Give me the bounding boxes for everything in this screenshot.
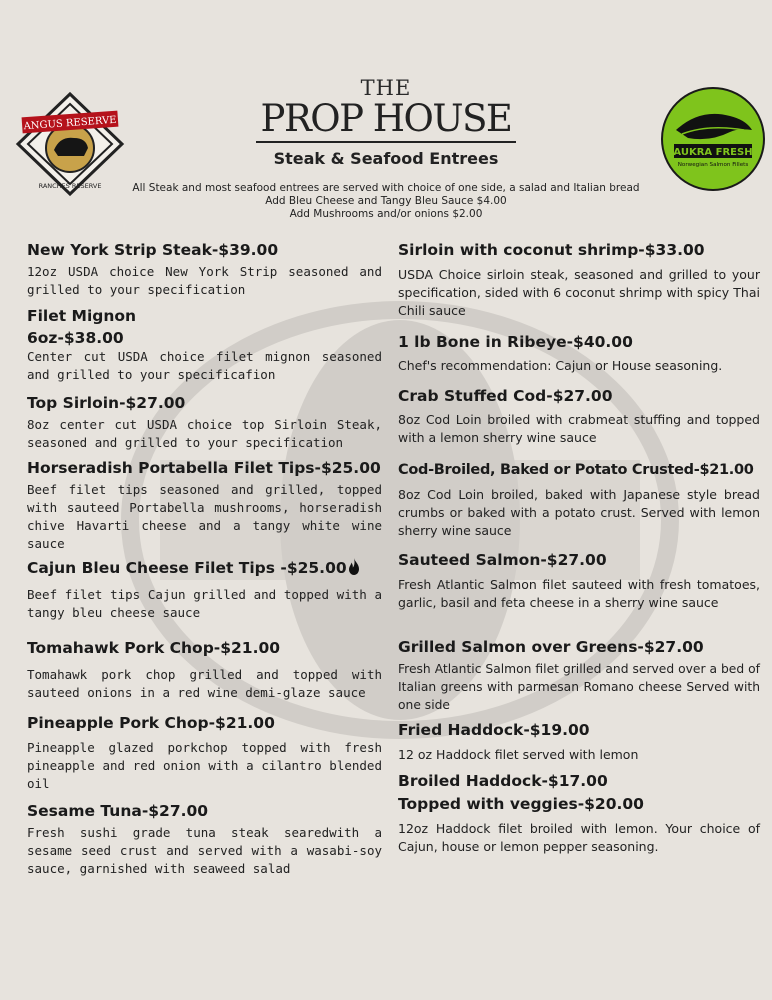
- item-description: Chef's recommendation: Cajun or House seasoning.: [398, 358, 723, 373]
- menu-item-sesame-tuna: [27, 801, 382, 878]
- menu-item-pineapple-pork-chop: [27, 713, 382, 793]
- entree-notes: [0, 182, 772, 221]
- item-title: Sauteed Salmon-$27.00: [398, 551, 607, 569]
- menu-item-new-york-strip: [27, 240, 382, 299]
- item-title: Cod-Broiled, Baked or Potato Crusted-$21.00: [398, 462, 754, 478]
- restaurant-name: PROP HOUSE: [260, 97, 512, 140]
- item-description: 12oz USDA choice New York Strip seasoned and grilled to your specification: [27, 264, 382, 297]
- item-title: Top Sirloin-$27.00: [27, 394, 186, 412]
- item-description: Fresh sushi grade tuna steak searedwith a sesame seed crust and served with a wasabi-soy sauce, garnished with seaweed salad: [27, 825, 382, 876]
- menu-subtitle: Steak & Seafood Entrees: [273, 149, 499, 168]
- item-description: Fresh Atlantic Salmon filet grilled and served over a bed of Italian greens with parmesan Romano cheese Served with one side: [398, 662, 760, 712]
- item-description: Beef filet tips seasoned and grilled, topped with sauteed Portabella mushrooms, horseradish chive Havarti cheese and a tangy white wine sauce: [27, 482, 382, 551]
- menu-item-tomahawk-pork-chop: [27, 638, 382, 702]
- item-title: Broiled Haddock-$17.00: [398, 772, 608, 790]
- menu-item-cajun-bleu-filet-tips: [27, 558, 382, 622]
- menu-item-grilled-salmon-greens: [398, 637, 760, 714]
- menu-item-filet-mignon: [27, 306, 382, 384]
- menu-item-top-sirloin: [27, 393, 382, 452]
- menu-header: [0, 78, 772, 168]
- menu-item-broiled-haddock: [398, 771, 760, 856]
- item-title: Fried Haddock-$19.00: [398, 721, 590, 739]
- header-the: THE: [360, 76, 412, 100]
- note-sides: All Steak and most seafood entrees are served with choice of one side, a salad and Italian bread: [132, 182, 640, 194]
- item-description: 8oz center cut USDA choice top Sirloin Steak, seasoned and grilled to your specification: [27, 417, 382, 450]
- note-bleu-cheese: Add Bleu Cheese and Tangy Bleu Sauce $4.00: [265, 195, 507, 207]
- item-title: New York Strip Steak-$39.00: [27, 241, 279, 259]
- header-divider: [256, 141, 516, 143]
- item-description: 8oz Cod Loin broiled with crabmeat stuffing and topped with a lemon sherry wine sauce: [398, 412, 760, 445]
- item-price-line: Topped with veggies-$20.00: [398, 795, 644, 813]
- menu-item-cod-broiled-baked: [398, 460, 760, 540]
- item-description: Beef filet tips Cajun grilled and topped with a tangy bleu cheese sauce: [27, 587, 382, 620]
- item-title: Cajun Bleu Cheese Filet Tips -$25.00: [27, 559, 347, 577]
- item-description: Pineapple glazed porkchop topped with fresh pineapple and red onion with a cilantro blended oil: [27, 740, 382, 791]
- item-title: Tomahawk Pork Chop-$21.00: [27, 639, 281, 657]
- aukra-name: AUKRA FRESH: [673, 147, 753, 158]
- item-title: Sesame Tuna-$27.00: [27, 802, 209, 820]
- item-title: Crab Stuffed Cod-$27.00: [398, 387, 613, 405]
- item-description: 8oz Cod Loin broiled, baked with Japanese style bread crumbs or baked with a potato crust. Served with lemon sherry wine sauce: [398, 487, 760, 538]
- item-title: Pineapple Pork Chop-$21.00: [27, 714, 275, 732]
- menu-item-sirloin-coconut-shrimp: [398, 240, 760, 320]
- item-description: 12 oz Haddock filet served with lemon: [398, 747, 639, 762]
- item-description: 12oz Haddock filet broiled with lemon. Your choice of Cajun, house or lemon pepper seasoning.: [398, 821, 760, 854]
- item-price-line: 6oz-$38.00: [27, 329, 124, 347]
- item-title: Horseradish Portabella Filet Tips-$25.00: [27, 459, 381, 477]
- menu-item-horseradish-filet-tips: [27, 458, 382, 553]
- item-description: Fresh Atlantic Salmon filet sauteed with fresh tomatoes, garlic, basil and feta cheese in a sherry wine sauce: [398, 577, 760, 610]
- menu-item-crab-stuffed-cod: [398, 386, 760, 447]
- item-description: Center cut USDA choice filet mignon seasoned and grilled to your specificafion: [27, 349, 382, 382]
- note-mushrooms: Add Mushrooms and/or onions $2.00: [289, 208, 483, 220]
- item-title: 1 lb Bone in Ribeye-$40.00: [398, 333, 633, 351]
- item-title: Filet Mignon: [27, 307, 137, 325]
- menu-item-sauteed-salmon: [398, 550, 760, 612]
- angus-ring-text: RANCHES RESERVE: [38, 182, 102, 190]
- item-title: Grilled Salmon over Greens-$27.00: [398, 638, 704, 656]
- item-description: Tomahawk pork chop grilled and topped with sauteed onions in a red wine demi-glaze sauce: [27, 667, 382, 700]
- menu-item-bone-in-ribeye: [398, 332, 760, 375]
- item-title: Sirloin with coconut shrimp-$33.00: [398, 241, 705, 259]
- aukra-tagline: Norwegian Salmon Fillets: [677, 162, 749, 168]
- angus-banner-text: ANGUS RESERVE: [23, 114, 117, 133]
- menu-item-fried-haddock: [398, 720, 760, 764]
- flame-icon: [348, 558, 360, 575]
- item-description: USDA Choice sirloin steak, seasoned and grilled to your specification, sided with 6 coconut shrimp with spicy Thai Chili sauce: [398, 267, 760, 318]
